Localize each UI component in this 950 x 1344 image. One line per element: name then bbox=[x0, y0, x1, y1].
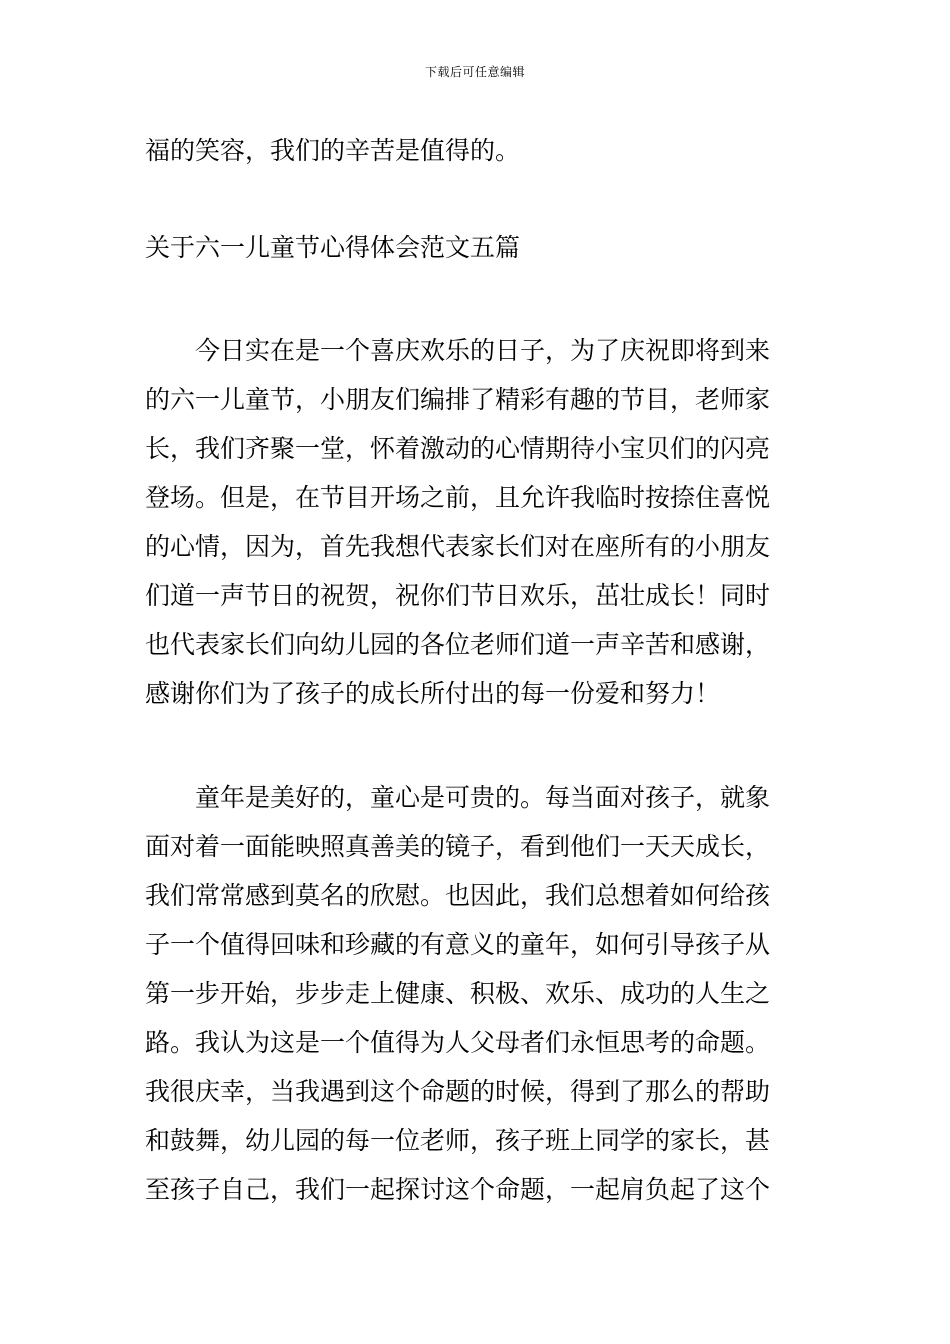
text-line: 我们常常感到莫名的欣慰。也因此，我们总想着如何给孩 bbox=[145, 881, 771, 910]
text-line: 福的笑容，我们的辛苦是值得的。 bbox=[145, 136, 521, 165]
text-line: 至孩子自己，我们一起探讨这个命题，一起肩负起了这个 bbox=[145, 1175, 771, 1204]
text-line: 也代表家长们向幼儿园的各位老师们道一声辛苦和感谢， bbox=[145, 630, 771, 659]
text-line: 的六一儿童节，小朋友们编排了精彩有趣的节目，老师家 bbox=[145, 385, 771, 414]
text-line: 和鼓舞，幼儿园的每一位老师，孩子班上同学的家长，甚 bbox=[145, 1126, 771, 1155]
text-line: 我很庆幸，当我遇到这个命题的时候，得到了那么的帮助 bbox=[145, 1077, 771, 1106]
section-title: 关于六一儿童节心得体会范文五篇 bbox=[145, 233, 521, 262]
text-line: 的心情，因为，首先我想代表家长们对在座所有的小朋友 bbox=[145, 532, 771, 561]
text-line: 登场。但是，在节目开场之前，且允许我临时按捺住喜悦 bbox=[145, 483, 771, 512]
text-line: 童年是美好的，童心是可贵的。每当面对孩子，就象 bbox=[145, 783, 771, 812]
text-line: 面对着一面能映照真善美的镜子，看到他们一天天成长， bbox=[145, 832, 771, 861]
text-line: 子一个值得回味和珍藏的有意义的童年，如何引导孩子从 bbox=[145, 930, 771, 959]
text-line: 第一步开始，步步走上健康、积极、欢乐、成功的人生之 bbox=[145, 979, 771, 1008]
text-line: 感谢你们为了孩子的成长所付出的每一份爱和努力！ bbox=[145, 679, 721, 708]
text-line: 们道一声节日的祝贺，祝你们节日欢乐，茁壮成长！同时 bbox=[145, 581, 771, 610]
text-line: 路。我认为这是一个值得为人父母者们永恒思考的命题。 bbox=[145, 1028, 771, 1057]
text-line: 今日实在是一个喜庆欢乐的日子，为了庆祝即将到来 bbox=[145, 336, 771, 365]
text-line: 长，我们齐聚一堂，怀着激动的心情期待小宝贝们的闪亮 bbox=[145, 434, 771, 463]
page-header: 下载后可任意编辑 bbox=[424, 65, 525, 79]
